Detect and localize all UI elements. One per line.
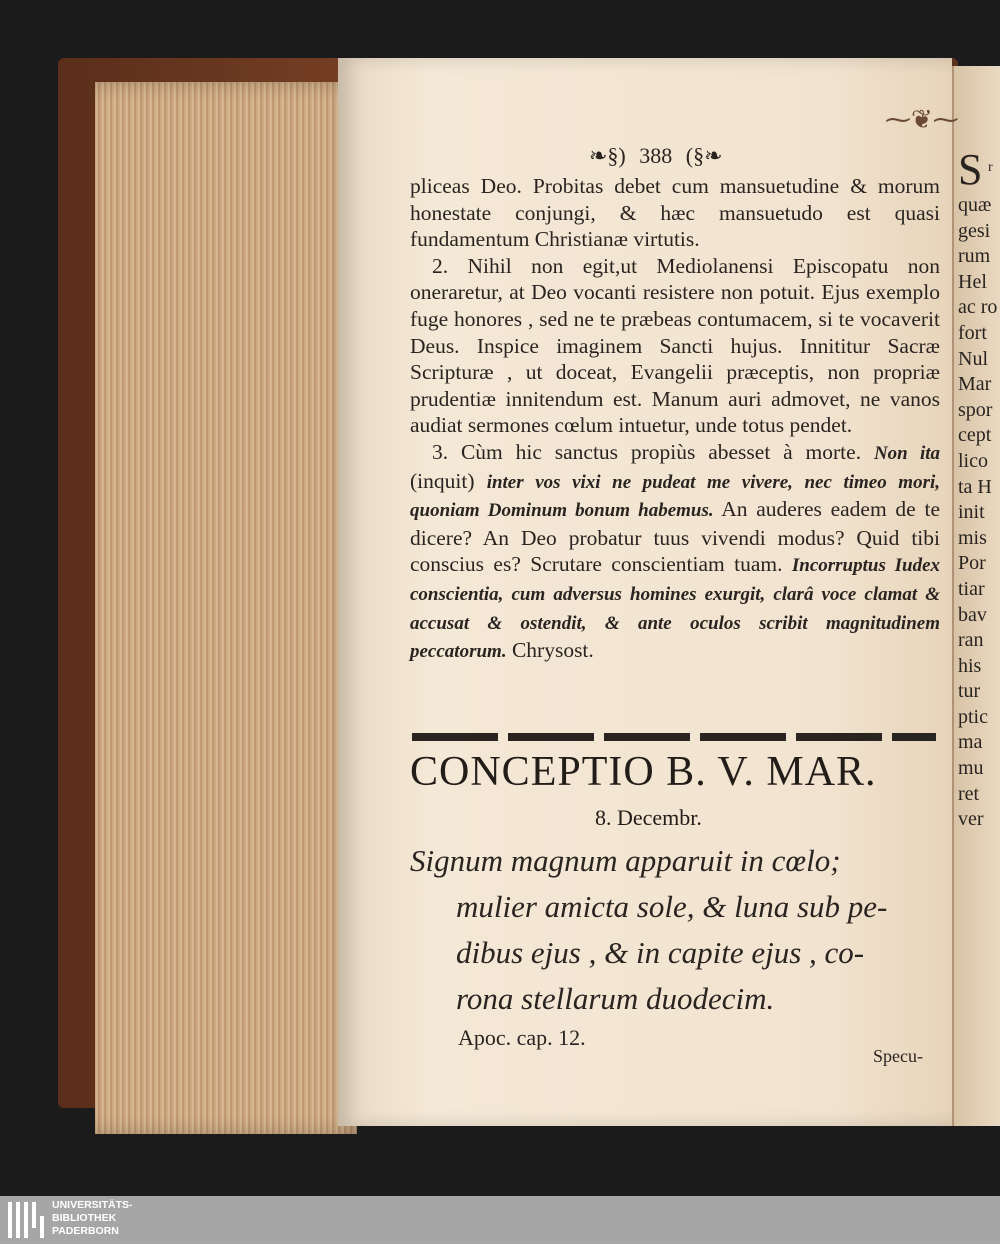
right-fragment: init — [958, 501, 985, 524]
scripture-reference: Apoc. cap. 12. — [458, 1025, 586, 1050]
verse-line: dibus ejus , & in capite ejus , co- — [456, 935, 865, 970]
para3-italic-1: Non ita — [873, 442, 941, 464]
section-title: CONCEPTIO B. V. MAR. — [410, 749, 877, 795]
right-fragment: ret — [958, 782, 980, 805]
paragraph-3 — [410, 439, 940, 666]
verse-line: rona stellarum duodecim. — [456, 981, 775, 1016]
right-fragment: ma — [958, 731, 983, 754]
library-name-line-1: UNIVERSITÄTS- — [52, 1199, 133, 1211]
catchword: Specu- — [873, 1046, 923, 1066]
library-logo-icon — [8, 1202, 46, 1238]
para3-text-1: 3. Cùm hic sanctus propiùs abesset à morte. — [432, 439, 862, 464]
right-fragment: spor — [958, 398, 993, 421]
page-header — [585, 143, 785, 169]
paragraph-1: pliceas Deo. Probitas debet cum mansuetudine & morum honestate conjungi, & hæc mansuetudo est quasi fundamentum Christianæ virtutis. — [410, 174, 940, 252]
right-fragment: Hel — [958, 270, 987, 293]
right-fragment: tur — [958, 680, 981, 703]
feast-date: 8. Decembr. — [595, 805, 702, 830]
library-name-line-2: BIBLIOTHEK — [52, 1212, 117, 1224]
para3-italic-2: inter vos vixi ne pudeat me vivere, nec timeo mori, quoniam Dominum bonum habemus. — [410, 471, 940, 522]
right-fragment: his — [958, 654, 982, 677]
header-ornament-left: ❧§) — [589, 143, 626, 168]
paragraph-2: 2. Nihil non egit,ut Mediolanensi Episcopatu non oneraretur, at Deo vocanti resistere non potuit. Ejus exemplo fuge honores , sed ne te præbeas contumacem, si te vocaverit Deus. Inspice imaginem Sancti hujus. Innititur Sacræ Scripturæ , ut doceat, Evangelii præceptis, non propriæ prudentiæ innitendum est. Manum auri admovet, ne vanos audiat sermones cœlum intuetur, unde totus pendet. — [410, 253, 940, 438]
right-fragment: gesi — [958, 219, 991, 242]
para3-italic-3: Incorruptus Iudex conscientia, cum adversus homines exurgit, clarâ voce clamat & accusat & ostendit, & ante oculos scribit magnitudinem peccatorum. — [410, 555, 941, 663]
right-fragment: S — [958, 147, 983, 194]
para3-text-4: Chrysost. — [511, 638, 594, 663]
right-fragment: rum — [958, 245, 991, 268]
right-fragment: tiar — [958, 577, 985, 600]
right-fragment: Mar — [958, 373, 992, 396]
right-fragment: ac ro — [958, 296, 998, 319]
library-name-line-3: PADERBORN — [52, 1225, 119, 1237]
right-fragment: quæ — [958, 194, 992, 216]
flourish-ornament-icon: ⁓❦⁓ — [885, 105, 959, 134]
right-fragment: mis — [958, 526, 987, 549]
right-page-text — [958, 147, 1000, 833]
right-fragment: ta H — [958, 475, 992, 498]
right-fragment: r — [988, 160, 993, 175]
right-fragment: cept — [958, 424, 992, 447]
right-fragment: lico — [958, 449, 988, 472]
header-ornament-right: (§❧ — [685, 143, 723, 168]
library-footer — [0, 1196, 1000, 1244]
body-text — [410, 173, 940, 666]
para3-text-3: An auderes eadem de te dicere? An Deo probatur tuus vivendi modus? Quid tibi conscius es? Scrutare conscientiam tuam. — [410, 497, 940, 577]
right-fragment: ver — [958, 808, 984, 831]
right-fragment: ran — [958, 629, 984, 652]
right-fragment: Por — [958, 552, 986, 575]
right-fragment: fort — [958, 321, 987, 344]
right-fragment: mu — [958, 757, 984, 780]
para3-text-2: (inquit) — [410, 468, 475, 493]
right-fragment: bav — [958, 603, 987, 626]
right-fragment: ptic — [958, 705, 988, 728]
verse-line: mulier amicta sole, & luna sub pe- — [456, 889, 888, 924]
page-number: 388 — [639, 143, 673, 168]
verse-line: Signum magnum apparuit in cœlo; — [410, 843, 841, 878]
section-divider — [412, 733, 936, 741]
right-fragment: Nul — [958, 347, 988, 370]
page-edges — [95, 82, 357, 1134]
library-name — [52, 1199, 133, 1238]
scripture-verse — [410, 838, 940, 1022]
